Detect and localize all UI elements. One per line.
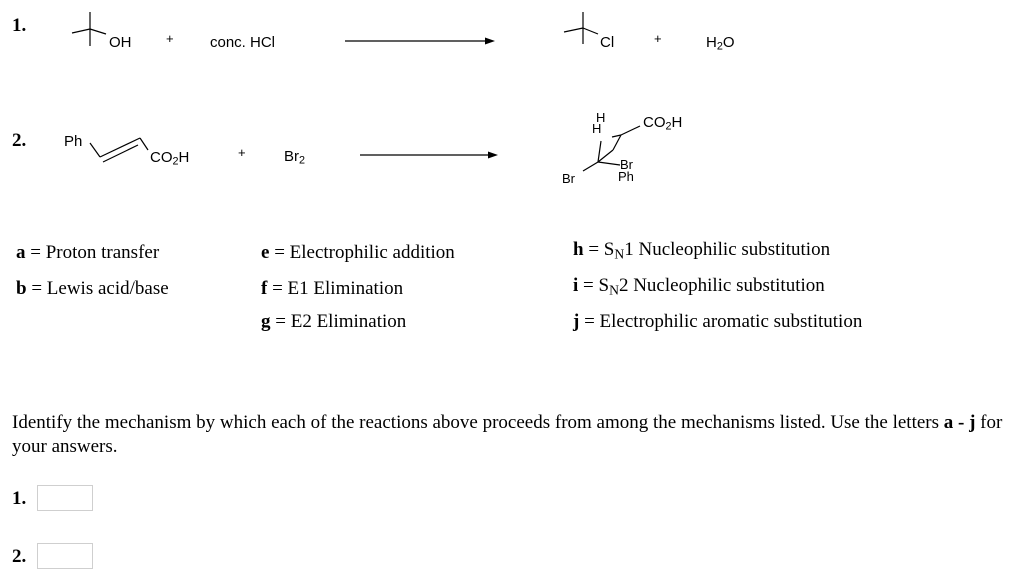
reactant-acid-label: $CO_2H$ — [150, 149, 190, 168]
product-acid-label: $CO_2H$ — [643, 114, 683, 133]
mechanism-h: $h = S_N1$ Nucleophilic substitution — [573, 239, 831, 262]
answer-1-input[interactable] — [37, 485, 93, 511]
mechanism-j: j = Electrophilic aromatic substitution — [573, 311, 863, 332]
cinnamic-acid-skeleton — [90, 138, 148, 162]
plus-sign: + — [166, 31, 174, 46]
reaction-2-number: 2. — [12, 130, 27, 151]
answer-2-label: 2. — [12, 546, 27, 567]
instructions-text: Identify the mechanism by which each of the reactions above proceeds from among the mechanisms listed. Use the letters a - j for your answers. — [12, 412, 1003, 457]
mechanism-a: a = Proton transfer — [16, 242, 160, 263]
tert-butanol-skeleton — [72, 12, 106, 46]
reaction-2-arrow — [360, 152, 498, 159]
tert-butyl-chloride-skeleton — [564, 12, 598, 44]
mechanism-e: e = Electrophilic addition — [261, 242, 455, 263]
reactant-oh-label: OH — [109, 34, 132, 51]
product-br-right: Br — [620, 157, 633, 172]
plus-sign: + — [654, 31, 662, 46]
product-br-left: Br — [562, 171, 575, 186]
mechanism-g: g = E2 Elimination — [261, 311, 407, 332]
product-ph-label: Ph — [618, 169, 634, 184]
reaction-1-number: 1. — [12, 15, 27, 36]
answer-1-label: 1. — [12, 488, 27, 509]
product-h-bottom: H — [592, 121, 602, 136]
byproduct-water: $H_2O$ — [706, 34, 735, 53]
product-cl-label: Cl — [600, 34, 615, 51]
reactant-ph-label: Ph — [64, 133, 83, 150]
plus-sign: + — [238, 145, 246, 160]
answer-2-input[interactable] — [37, 543, 93, 569]
reaction-1-arrow — [345, 38, 495, 45]
mechanism-b: b = Lewis acid/base — [16, 278, 169, 299]
mechanism-f: f = E1 Elimination — [261, 278, 404, 299]
reagent-conc-hcl: conc. HCl — [210, 34, 276, 51]
product-h-top: H — [596, 110, 606, 125]
mechanism-i: $i = S_N2$ Nucleophilic substitution — [573, 275, 825, 298]
reagent-bromine: $Br_2$ — [284, 148, 306, 167]
